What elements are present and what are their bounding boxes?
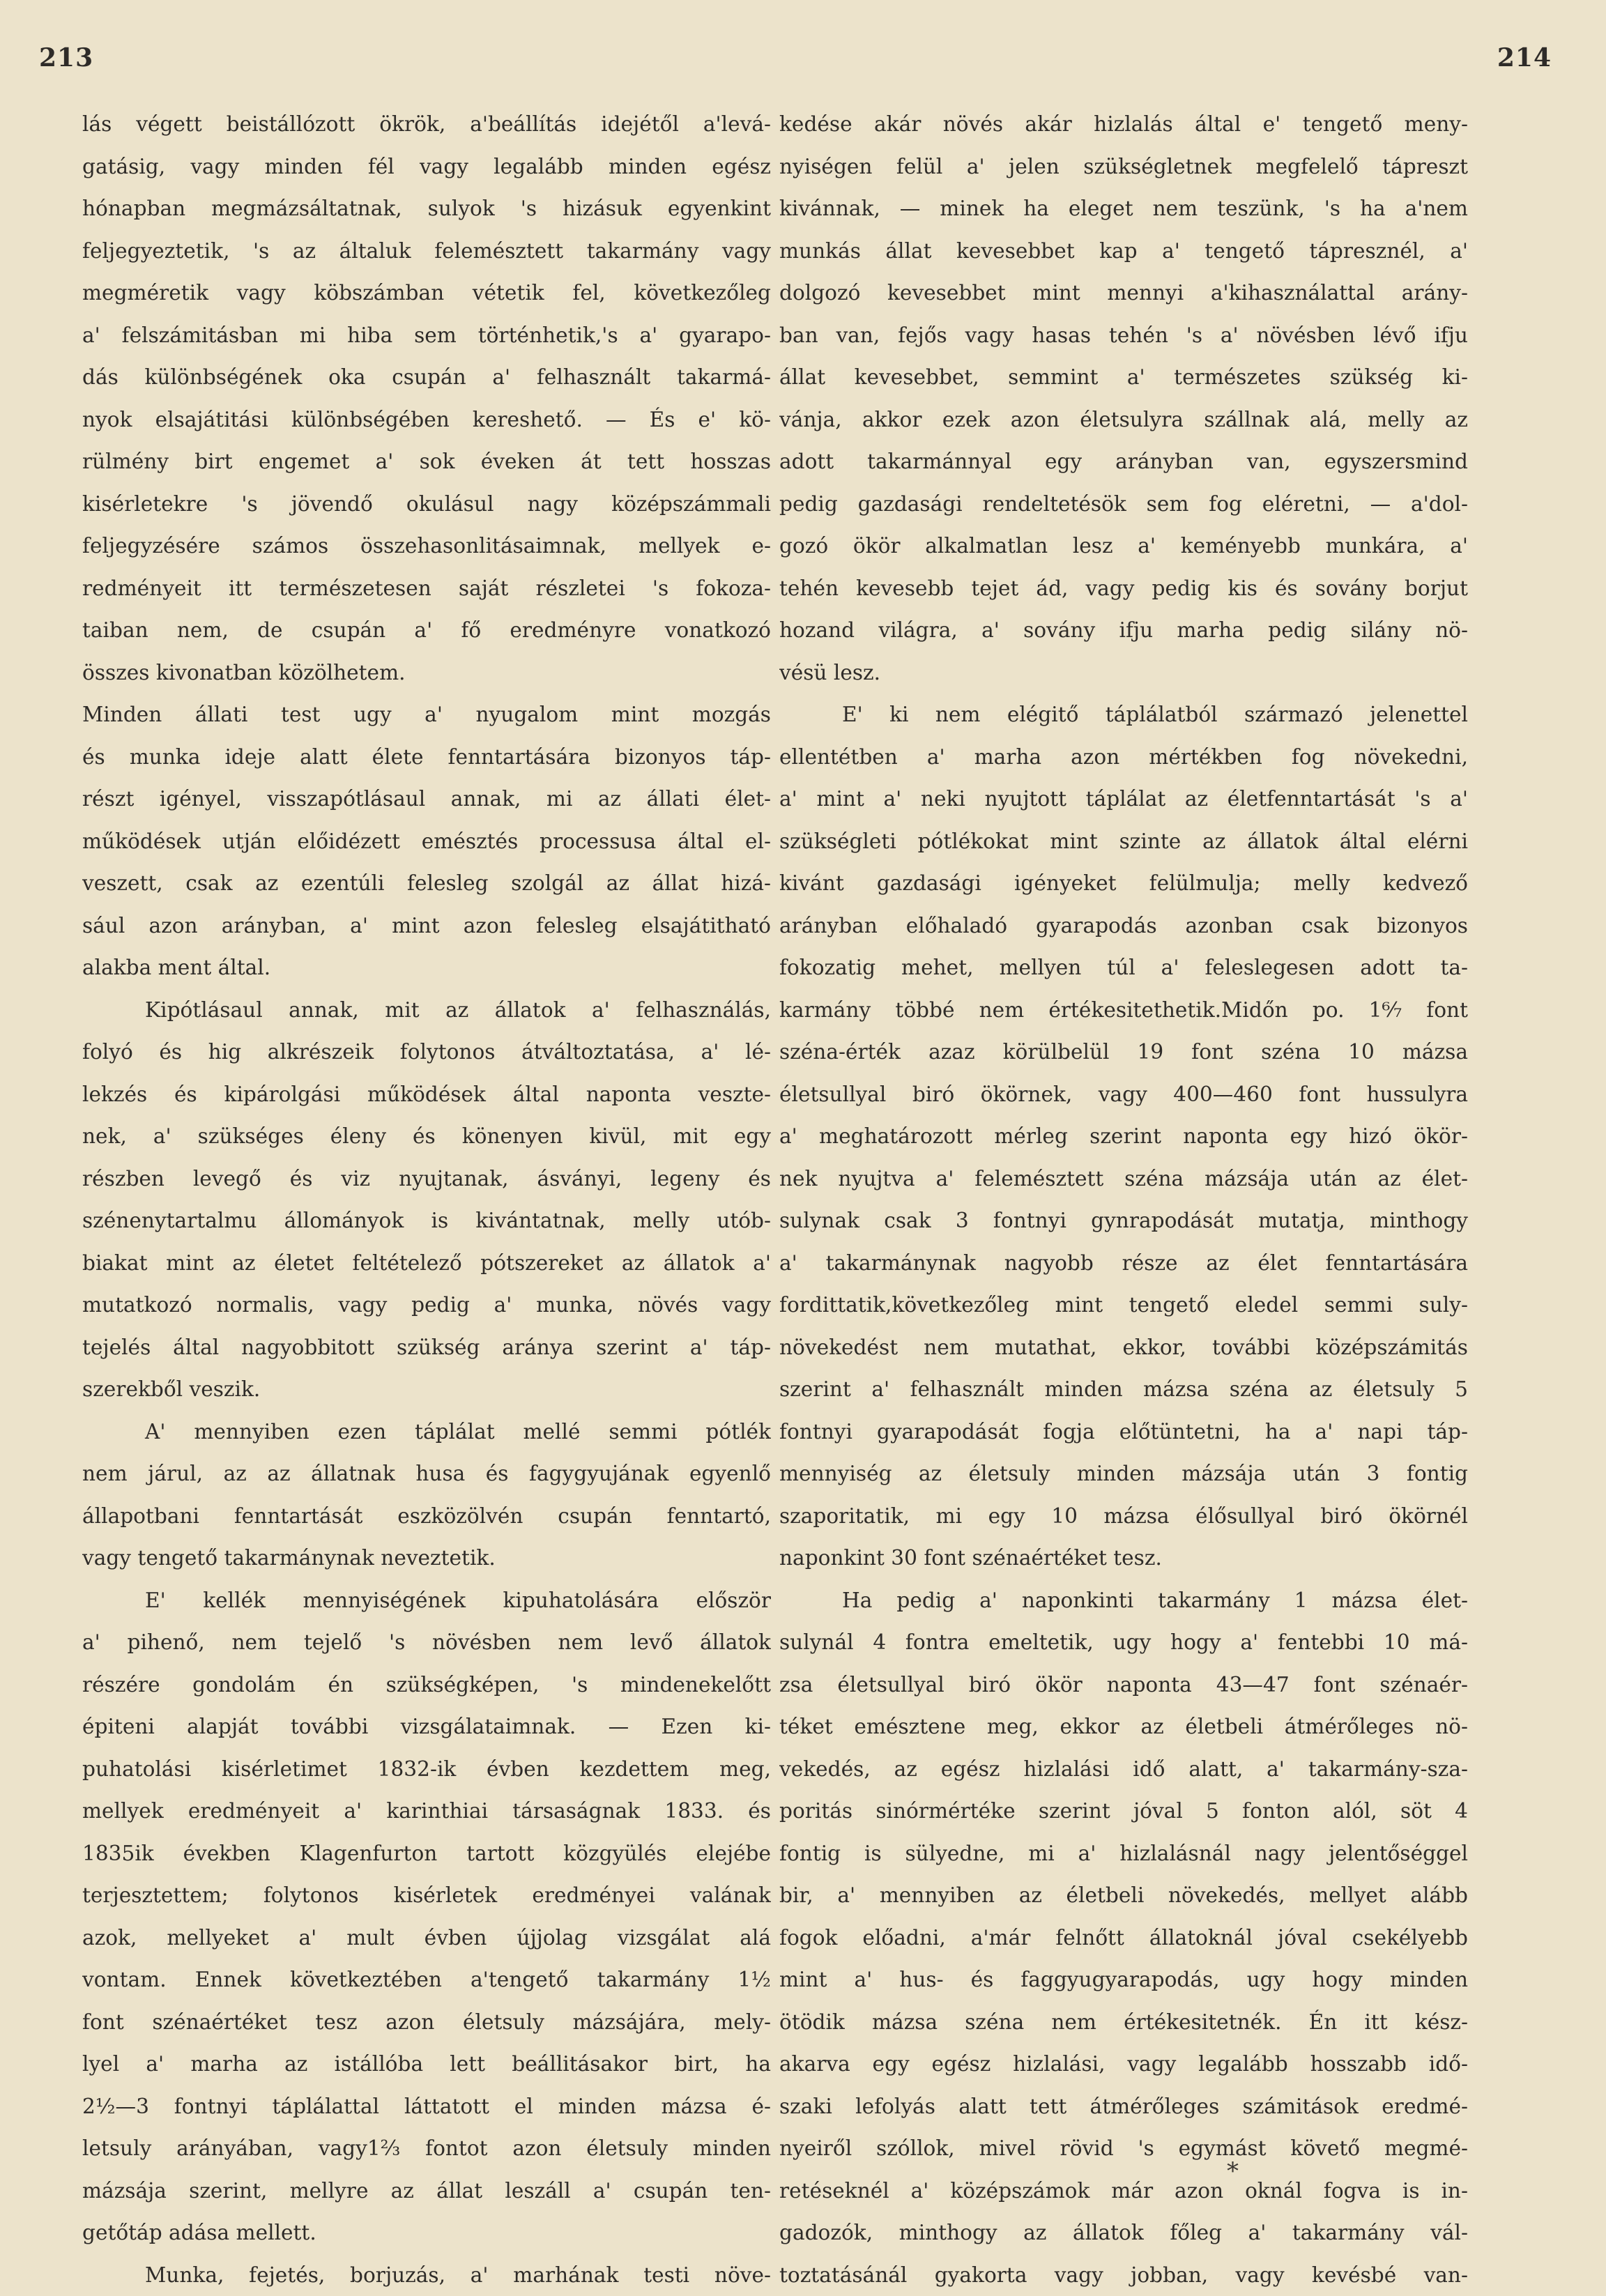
text-line: vésü lesz.: [779, 652, 1468, 694]
text-line: fontnyi gyarapodását fogja előtüntetni, ha a' napi táp-: [779, 1411, 1468, 1453]
text-line: biakat mint az életet feltételező pótszereket az állatok a': [82, 1242, 771, 1285]
text-line: vontam. Ennek következtében a'tengető takarmány 1½: [82, 1959, 771, 2001]
text-line: gatásig, vagy minden fél vagy legalább minden egész: [82, 146, 771, 188]
text-line: állapotbani fenntartását eszközölvén csupán fenntartó,: [82, 1495, 771, 1538]
text-line: hónapban megmázsáltatnak, sulyok 's hizásuk egyenkint: [82, 187, 771, 230]
right-text-column: [779, 103, 1468, 2296]
text-line: pedig gazdasági rendeltetésök sem fog eléretni, — a'dol-: [779, 483, 1468, 526]
text-line: szükségleti pótlékokat mint szinte az állatok által elérni: [779, 820, 1468, 863]
text-line: lyel a' marha az istállóba lett beállitásakor birt, ha: [82, 2043, 771, 2085]
text-line: fokozatig mehet, mellyen túl a' feleslegesen adott ta-: [779, 947, 1468, 989]
text-line: kivánnak, — minek ha eleget nem teszünk, 's ha a'nem: [779, 187, 1468, 230]
text-line: nyiségen felül a' jelen szükségletnek megfelelő tápreszt: [779, 146, 1468, 188]
text-line: karmány többé nem értékesitethetik.Midőn po. 1⁶⁄₇ font: [779, 989, 1468, 1032]
text-line: Minden állati test ugy a' nyugalom mint mozgás: [82, 694, 771, 736]
text-line: folyó és hig alkrészeik folytonos átváltoztatása, a' lé-: [82, 1031, 771, 1073]
text-line: hozand világra, a' sovány ifju marha pedig silány nö-: [779, 609, 1468, 652]
text-line: vánja, akkor ezek azon életsulyra szállnak alá, melly az: [779, 399, 1468, 441]
text-line: E' kellék mennyiségének kipuhatolására először: [82, 1579, 771, 1622]
text-line: toztatásánál gyakorta vagy jobban, vagy kevésbé van-: [779, 2254, 1468, 2296]
text-line: a' pihenő, nem tejelő 's növésben nem levő állatok: [82, 1621, 771, 1664]
text-line: bir, a' mennyiben az életbeli növekedés, mellyet alább: [779, 1874, 1468, 1917]
text-line: működések utján előidézett emésztés processusa által el-: [82, 820, 771, 863]
text-line: épiteni alapját további vizsgálataimnak. — Ezen ki-: [82, 1706, 771, 1748]
text-line: retéseknél a' középszámok már azon oknál fogva is in-: [779, 2170, 1468, 2212]
text-line: poritás sinórmértéke szerint jóval 5 fonton alól, söt 4: [779, 1790, 1468, 1832]
text-line: veszett, csak az ezentúli felesleg szolgál az állat hizá-: [82, 862, 771, 905]
text-line: kisérletekre 's jövendő okulásul nagy középszámmali: [82, 483, 771, 526]
text-line: A' mennyiben ezen táplálat mellé semmi pótlék: [82, 1411, 771, 1453]
text-line: E' ki nem elégitő táplálatból származó jelenettel: [779, 694, 1468, 736]
text-line: 2½—3 fontnyi táplálattal láttatott el minden mázsa é-: [82, 2085, 771, 2128]
text-line: vagy tengető takarmánynak neveztetik.: [82, 1537, 771, 1579]
text-line: feljegyzésére számos összehasonlitásaimnak, mellyek e-: [82, 525, 771, 567]
text-line: naponkint 30 font szénaértéket tesz.: [779, 1537, 1468, 1579]
text-line: tehén kevesebb tejet ád, vagy pedig kis és sovány borjut: [779, 567, 1468, 610]
text-line: rülmény birt engemet a' sok éveken át tett hosszas: [82, 441, 771, 483]
footer-signature-mark: *: [1227, 2157, 1239, 2185]
text-line: gozó ökör alkalmatlan lesz a' keményebb munkára, a': [779, 525, 1468, 567]
text-line: fontig is sülyedne, mi a' hizlalásnál nagy jelentőséggel: [779, 1832, 1468, 1875]
text-line: nem járul, az az állatnak husa és fagygyujának egyenlő: [82, 1453, 771, 1495]
text-line: megméretik vagy köbszámban vétetik fel, következőleg: [82, 272, 771, 314]
text-line: ötödik mázsa széna nem értékesitetnék. Én itt kész-: [779, 2001, 1468, 2044]
text-line: puhatolási kisérletimet 1832-ik évben kezdettem meg,: [82, 1748, 771, 1791]
text-line: arányban előhaladó gyarapodás azonban csak bizonyos: [779, 905, 1468, 947]
text-line: letsuly arányában, vagy1⅔ fontot azon életsuly minden: [82, 2127, 771, 2170]
text-line: vekedés, az egész hizlalási idő alatt, a' takarmány-sza-: [779, 1748, 1468, 1791]
text-line: széna-érték azaz körülbelül 19 font széna 10 mázsa: [779, 1031, 1468, 1073]
text-line: zsa életsullyal biró ökör naponta 43—47 font szénaér-: [779, 1664, 1468, 1706]
text-line: Ha pedig a' naponkinti takarmány 1 mázsa élet-: [779, 1579, 1468, 1622]
text-line: szénenytartalmu állományok is kivántatnak, melly utób-: [82, 1200, 771, 1242]
text-line: nyok elsajátitási különbségében kereshető. — És e' kö-: [82, 399, 771, 441]
text-line: sulynál 4 fontra emeltetik, ugy hogy a' fentebbi 10 má-: [779, 1621, 1468, 1664]
text-line: fogok előadni, a'már felnőtt állatoknál jóval csekélyebb: [779, 1917, 1468, 1959]
text-line: redményeit itt természetesen saját részletei 's fokoza-: [82, 567, 771, 610]
text-line: gadozók, minthogy az állatok főleg a' takarmány vál-: [779, 2212, 1468, 2254]
text-line: fordittatik,következőleg mint tengető eledel semmi suly-: [779, 1284, 1468, 1326]
text-line: taiban nem, de csupán a' fő eredményre vonatkozó: [82, 609, 771, 652]
page-number-right: 214: [1497, 43, 1552, 72]
text-line: téket emésztene meg, ekkor az életbeli átmérőleges nö-: [779, 1706, 1468, 1748]
text-line: akarva egy egész hizlalási, vagy legalább hosszabb idő-: [779, 2043, 1468, 2085]
text-line: feljegyeztetik, 's az általuk felemésztett takarmány vagy: [82, 230, 771, 273]
text-line: lás végett beistállózott ökrök, a'beállítás idejétől a'levá-: [82, 103, 771, 146]
text-line: összes kivonatban közölhetem.: [82, 652, 771, 694]
text-line: szerint a' felhasznált minden mázsa széna az életsuly 5: [779, 1368, 1468, 1411]
text-line: adott takarmánnyal egy arányban van, egyszersmind: [779, 441, 1468, 483]
text-line: sául azon arányban, a' mint azon felesleg elsajátitható: [82, 905, 771, 947]
text-line: a' meghatározott mérleg szerint naponta egy hizó ökör-: [779, 1115, 1468, 1158]
text-line: mellyek eredményeit a' karinthiai társaságnak 1833. és: [82, 1790, 771, 1832]
page-number-left: 213: [39, 43, 93, 72]
text-line: mint a' hus- és faggyugyarapodás, ugy hogy minden: [779, 1959, 1468, 2001]
text-line: azok, mellyeket a' mult évben újjolag vizsgálat alá: [82, 1917, 771, 1959]
text-line: alakba ment által.: [82, 947, 771, 989]
text-line: életsullyal biró ökörnek, vagy 400—460 font hussulyra: [779, 1073, 1468, 1116]
text-line: és munka ideje alatt élete fenntartására bizonyos táp-: [82, 736, 771, 779]
text-line: 1835ik években Klagenfurton tartott közgyülés elejébe: [82, 1832, 771, 1875]
text-line: mutatkozó normalis, vagy pedig a' munka, növés vagy: [82, 1284, 771, 1326]
text-line: kedése akár növés akár hizlalás által e' tengető meny-: [779, 103, 1468, 146]
text-line: mennyiség az életsuly minden mázsája után 3 fontig: [779, 1453, 1468, 1495]
text-line: lekzés és kipárolgási működések által naponta veszte-: [82, 1073, 771, 1116]
text-line: szerekből veszik.: [82, 1368, 771, 1411]
text-line: nek nyujtva a' felemésztett széna mázsája után az élet-: [779, 1158, 1468, 1200]
left-text-column: [82, 103, 771, 2296]
text-line: ellentétben a' marha azon mértékben fog növekedni,: [779, 736, 1468, 779]
text-line: növekedést nem mutathat, ekkor, további középszámitás: [779, 1326, 1468, 1369]
text-line: nek, a' szükséges éleny és könenyen kivül, mit egy: [82, 1115, 771, 1158]
text-line: részére gondolám én szükségképen, 's mindenekelőtt: [82, 1664, 771, 1706]
text-line: nyeiről szóllok, mivel rövid 's egymást követő megmé-: [779, 2127, 1468, 2170]
text-line: a' felszámitásban mi hiba sem történhetik,'s a' gyarapo-: [82, 314, 771, 357]
text-line: tejelés által nagyobbitott szükség aránya szerint a' táp-: [82, 1326, 771, 1369]
text-line: sulynak csak 3 fontnyi gynrapodását mutatja, minthogy: [779, 1200, 1468, 1242]
text-line: font szénaértéket tesz azon életsuly mázsájára, mely-: [82, 2001, 771, 2044]
text-line: dolgozó kevesebbet mint mennyi a'kihasználattal arány-: [779, 272, 1468, 314]
text-line: Munka, fejetés, borjuzás, a' marhának testi növe-: [82, 2254, 771, 2296]
text-line: a' mint a' neki nyujtott táplálat az életfenntartását 's a': [779, 778, 1468, 820]
text-line: a' takarmánynak nagyobb része az élet fenntartására: [779, 1242, 1468, 1285]
text-line: részben levegő és viz nyujtanak, ásványi, legeny és: [82, 1158, 771, 1200]
text-line: getőtáp adása mellett.: [82, 2212, 771, 2254]
text-line: Kipótlásaul annak, mit az állatok a' felhasználás,: [82, 989, 771, 1032]
text-line: ban van, fejős vagy hasas tehén 's a' növésben lévő ifju: [779, 314, 1468, 357]
text-line: terjesztettem; folytonos kisérletek eredményei valának: [82, 1874, 771, 1917]
text-line: részt igényel, visszapótlásaul annak, mi az állati élet-: [82, 778, 771, 820]
text-line: állat kevesebbet, semmint a' természetes szükség ki-: [779, 356, 1468, 399]
text-line: kivánt gazdasági igényeket felülmulja; melly kedvező: [779, 862, 1468, 905]
text-line: mázsája szerint, mellyre az állat leszáll a' csupán ten-: [82, 2170, 771, 2212]
text-line: szaporitatik, mi egy 10 mázsa élősullyal biró ökörnél: [779, 1495, 1468, 1538]
text-line: munkás állat kevesebbet kap a' tengető tápresznél, a': [779, 230, 1468, 273]
text-line: szaki lefolyás alatt tett átmérőleges számitások eredmé-: [779, 2085, 1468, 2128]
text-line: dás különbségének oka csupán a' felhasznált takarmá-: [82, 356, 771, 399]
